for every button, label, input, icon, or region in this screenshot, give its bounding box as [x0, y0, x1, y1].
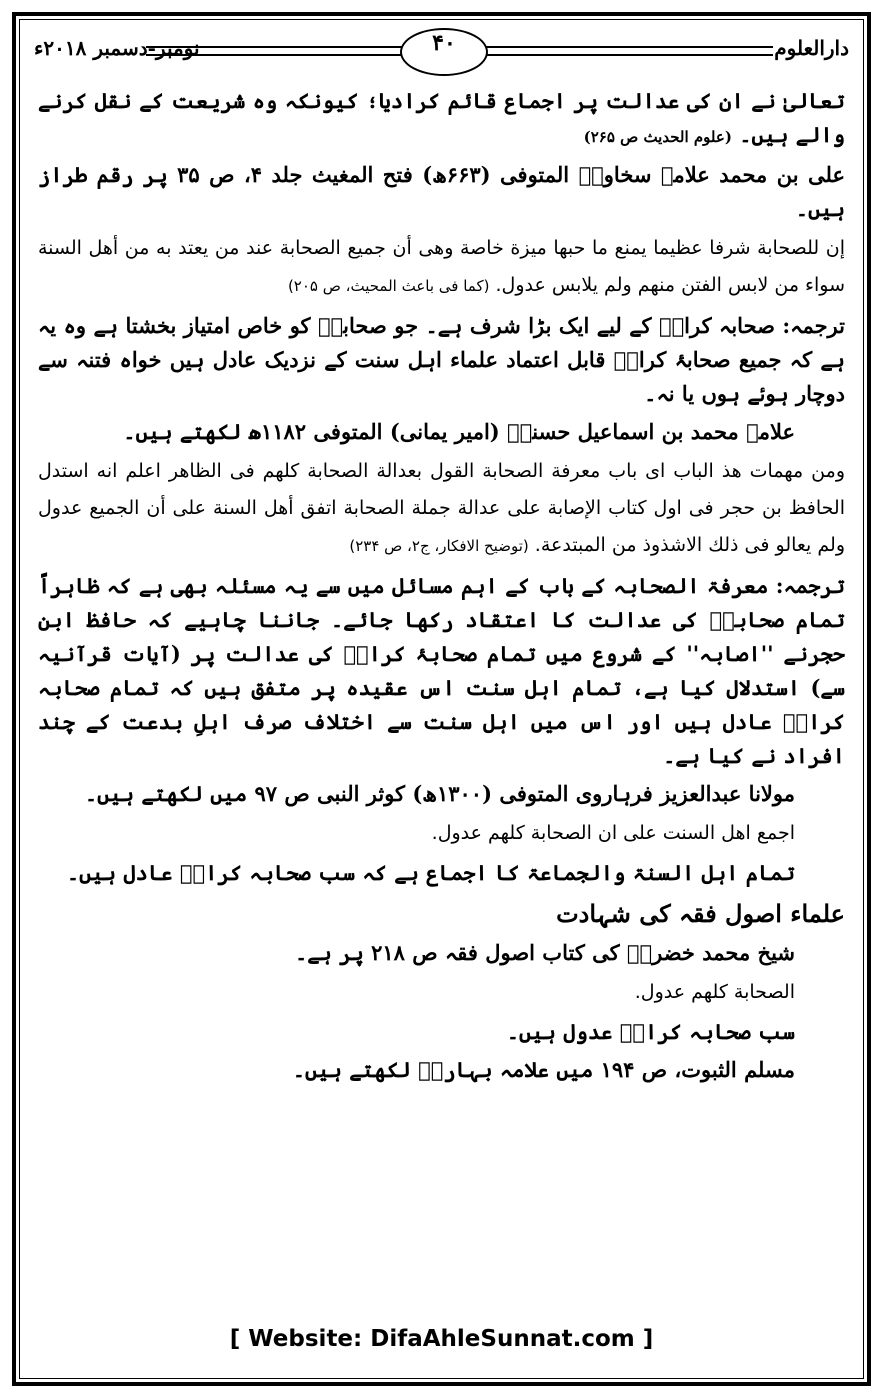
urdu-paragraph: تعالیٰ نے ان کی عدالت پر اجماع قائم کرادیا؛ کیونکہ وہ شریعت کے نقل کرنے والے ہیں۔ (علوم الحدیث ص ۲۶۵) [38, 88, 845, 147]
page-header [28, 24, 855, 76]
citation: (علوم الحدیث ص ۲۶۵) [583, 128, 732, 146]
urdu-paragraph: سب صحابہ کرامؓ عدول ہیں۔ [506, 1019, 795, 1044]
arabic-quote: اجمع اهل السنت على ان الصحابة كلهم عدول. [431, 822, 795, 844]
urdu-translation: ترجمہ: معرفۃ الصحابہ کے باب کے اہم مسائل میں سے یہ مسئلہ بھی ہے کہ ظاہراً تمام صحابہؓ کی عدالت کا اعتقاد رکھا جائے۔ جاننا چاہیے کہ حافظ ابن حجرنے ''اصابہ'' کے شروع میں تمام صحابۂ کرامؓ کی عدالت پر (آیات قرآنیہ سے) استدلال کیا ہے، تمام اہل سنت اس عقیدہ پر متفق ہیں کہ تمام صحابہ کرامؓ عادل ہیں اور اس میں اہل سنت سے اختلاف صرف اہلِ بدعت کے چند افراد نے کیا ہے۔ [38, 573, 845, 768]
urdu-paragraph: مسلم الثبوت، ص ۱۹۴ میں علامہ بہاریؒ لکھتے ہیں۔ [292, 1057, 795, 1082]
citation: (توضيح الافكار، ج۲، ص ۲۳۴) [349, 537, 529, 555]
arabic-quote: إن للصحابة شرفا عظيما يمنع ما حبها ميزة خاصة وهى أن جميع الصحابة عند من يعتد به من أهل السنة سواء من لابس الفتن منهم ولم يلابس عدول. (كما فى باعث المحيث، ص ۲۰۵) [38, 237, 845, 296]
section-heading: علماء اصول فقہ کی شہادت [556, 899, 845, 928]
citation: (كما فى باعث المحيث، ص ۲۰۵) [287, 277, 490, 295]
arabic-quote: ومن مهمات هذ الباب اى باب معرفة الصحابة القول بعدالة الصحابة كلهم فى الظاهر اعلم انه استدل الحافظ بن حجر فى اول كتاب الإصابة على عدالة جملة الصحابة اتفق أهل السنة على أن الجميع عدول ولم يعالو فى ذلك الاشذوذ من المبتدعة. (توضيح الافكار، ج۲، ص ۲۳۴) [38, 460, 845, 556]
urdu-paragraph: شیخ محمد خضریؒ کی کتاب اصول فقہ ص ۲۱۸ پر ہے۔ [294, 940, 795, 965]
urdu-paragraph: مولانا عبدالعزیز فرہاروی المتوفی (۱۳۰۰ھ) کوثر النبی ص ۹۷ میں لکھتے ہیں۔ [84, 781, 795, 806]
journal-name: دارالعلوم [774, 36, 849, 60]
header-rule-right [483, 46, 773, 56]
urdu-translation: ترجمہ: صحابہ کرامؓ کے لیے ایک بڑا شرف ہے۔ جو صحابیؓ کو خاص امتیاز بخشتا ہے وہ یہ ہے کہ جمیع صحابۂ کرامؓ قابل اعتماد علماء اہل سنت کے نزدیک عادل ہیں خواہ فتنہ سے دوچار ہوئے ہوں یا نہ۔ [38, 313, 845, 406]
article-body [38, 84, 845, 1091]
website-footer: [ Website: DifaAhleSunnat.com ] [229, 1326, 654, 1352]
urdu-paragraph: علی بن محمد علامہ سخاویؒ المتوفی (۶۶۳ھ) فتح المغیث جلد ۴، ص ۳۵ پر رقم طراز ہیں۔ [38, 162, 845, 221]
issue-date: نومبر-دسمبر ۲۰۱۸ء [34, 36, 200, 60]
urdu-paragraph: تمام اہل السنۃ والجماعۃ کا اجماع ہے کہ سب صحابہ کرامؓ عادل ہیں۔ [66, 860, 795, 885]
arabic-quote: الصحابة كلهم عدول. [634, 981, 795, 1003]
page [28, 24, 855, 1364]
page-number: ۴۰ [400, 28, 488, 76]
urdu-paragraph: علامہ محمد بن اسماعیل حسنیؒ (امیر یمانی) المتوفی ۱۱۸۲ھ لکھتے ہیں۔ [123, 419, 795, 444]
